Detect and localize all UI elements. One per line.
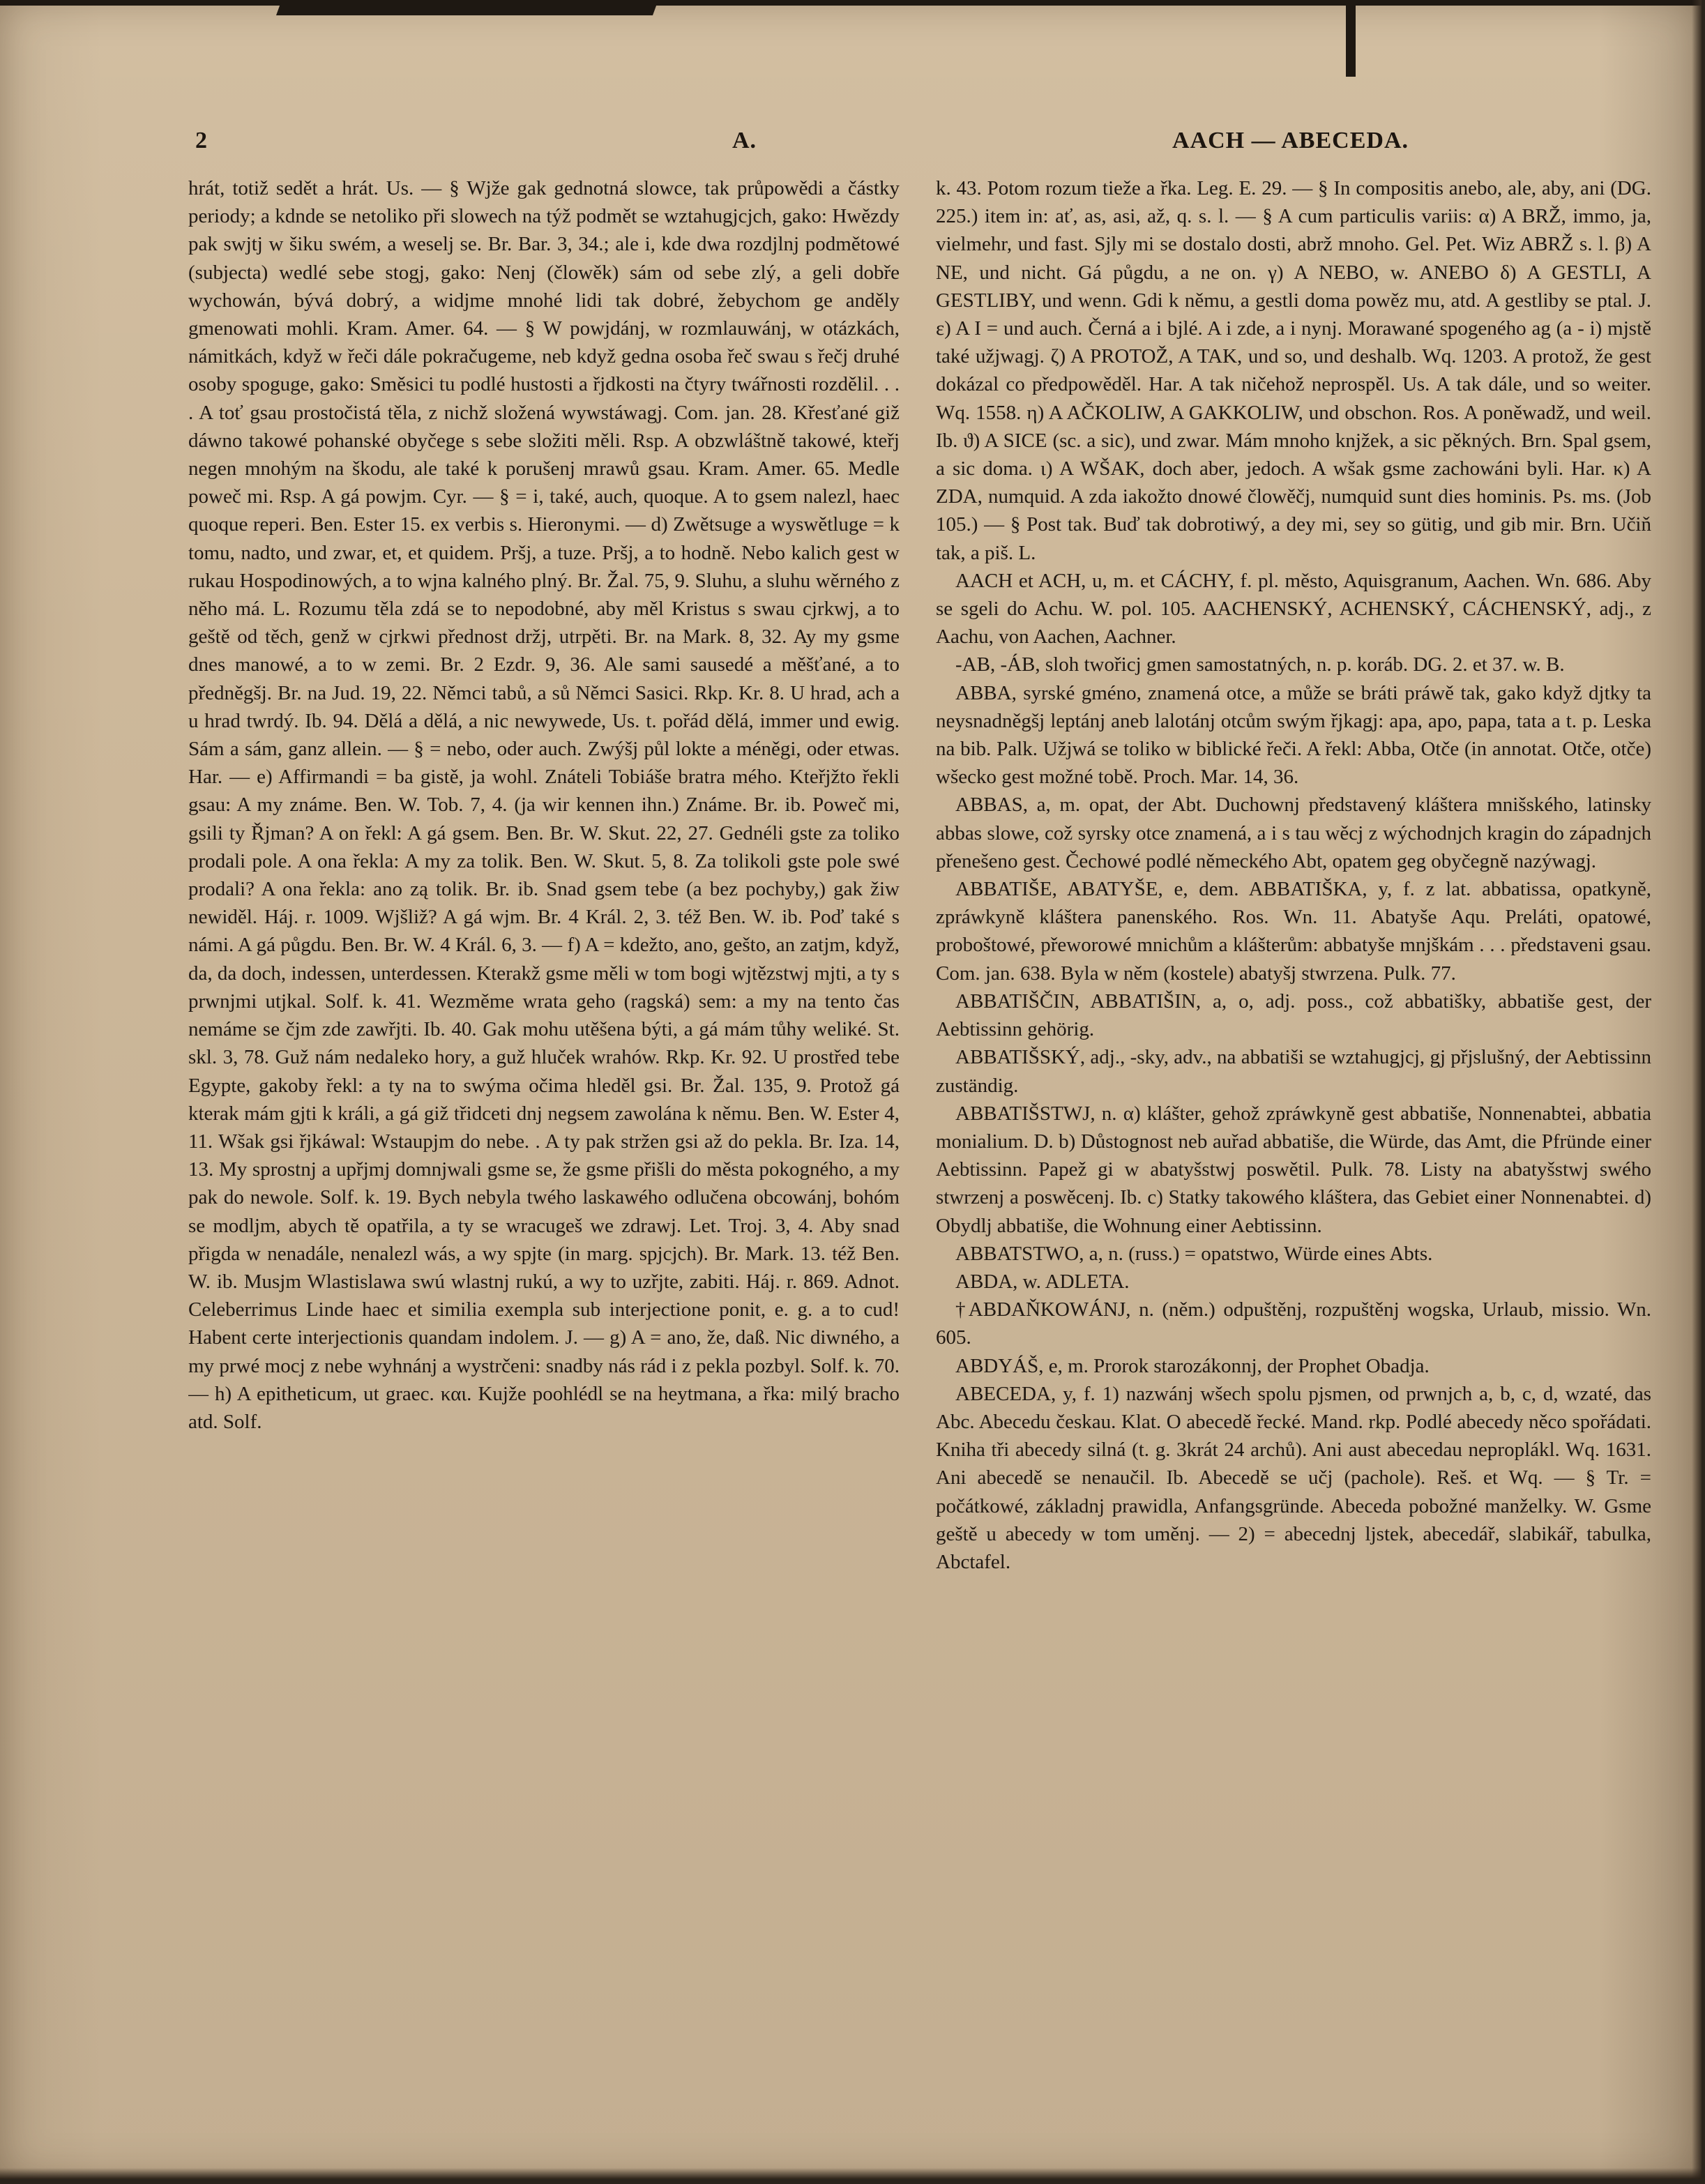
left-column-text: hrát, totiž sedět a hrát. Us. — § Wjže gak gednotná slowce, tak průpowědi a částky periody; a kdnde se netoliko při slowech na týž podmět se wztahugjcjch, gako: Hwězdy pak swjtj w šiku swém, a weselj se. Br. Bar. 3, 34.; ale i, kde dwa rozdjlnj podmětowé (subjecta) wedlé sebe stogj, gako: Nenj (člowěk) sám od sebe zlý, a geli dobře wychowán, bývá dobrý, a widjme mnohé lidi tak dobré, žebychom ge anděly gmenowati mohli. Kram. Amer. 64. — § W powjdánj, w rozmlauwánj, w otázkách, námitkách, když w řeči dále pokračugeme, neb když gedna osoba řeč swau s řečj druhé osoby spoguge, gako: Směsici tu podlé hustosti a řjdkosti na čtyry twářnosti rozdělil. . . . A toť gsau prostočistá těla, z nichž složená wywstáwagj. Com. jan. 28. Křesťané giž dáwno takowé pohanské obyčege s sebe složiti měli. Rsp. A obzwláštně takowé, kteřj negen mnohým na škodu, ale také k porušenj mrawů gsau. Kram. Amer. 65. Medle poweč mi. Rsp. A gá powjm. Cyr. — § = i, také, auch, quoque. A to gsem nalezl, haec quoque reperi. Ben. Ester 15. ex verbis s. Hieronymi. — d) Zwětsuge a wyswětluge = k tomu, nadto, und zwar, et, et quidem. Pršj, a tuze. Pršj, a to hodně. Nebo kalich gest w rukau Hospodinowých, a to wjna kalného plný. Br. Žal. 75, 9. Sluhu, a sluhu wěrného z něho má. L. Rozumu těla zdá se to nepodobné, aby měl Kristus s swau cjrkwj, a to geště od těch, genž w cjrkwi přednost držj, utrpěti. Br. na Mark. 8, 32. Ay my gsme dnes manowé, a to w zemi. Br. 2 Ezdr. 9, 36. Ale sami sausedé a měšťané, a to předněgšj. Br. na Jud. 19, 22. Němci tabů, a sů Němci Sasici. Rkp. Kr. 8. U hrad, ach a u hrad twrdý. Ib. 94. Dělá a dělá, a nic newywede, Us. t. pořád dělá, immer und ewig. Sám a sám, ganz allein. — § = nebo, oder auch. Zwýšj půl lokte a méněgi, oder etwas. Har. — e) Affirmandi = ba gistě, ja wohl. Znáteli Tobiáše bratra mého. Kteřjžto řekli gsau: A my známe. Ben. W. Tob. 7, 4. (ja wir kennen ihn.) Známe. Br. ib. Poweč mi, gsili ty Řjman? A on řekl: A gá gsem. Ben. Br. W. Skut. 22, 27. Gednéli gste za toliko prodali pole. A ona řekla: A my za tolik. Ben. W. Skut. 5, 8. Za tolikoli gste pole swé prodali? A ona řekla: ano zą tolik. Br. ib. Snad gsem tebe (a bez pochyby,) gak žiw newiděl. Háj. r. 1009. Wjšliž? A gá wjm. Br. 4 Král. 2, 3. též Ben. W. ib. Poď také s námi. A gá půgdu. Ben. Br. W. 4 Král. 6, 3. — f) A = kdežto, ano, gešto, an zatjm, když, da, da doch, indessen, unterdessen. Kterakž gsme měli w tom bogi wjtězstwj mjti, a ty s prwnjmi utjkal. Solf. k. 41. Wezměme wrata geho (ragská) sem: a my na tento čas nemáme se čjm zde zawřjti. Ib. 40. Gak mohu utěšena býti, a gá mám tůhy weliké. St. skl. 3, 78. Guž nám nedaleko hory, a guž hluček wrahów. Rkp. Kr. 92. U prostřed tebe Egypte, gakoby řekl: a ty na to swýma očima hleděl gsi. Br. Žal. 135, 9. Protož gá kterak mám gjti k králi, a gá giž třidceti dnj negsem zawolána k němu. Ben. W. Ester 4, 11. Wšak gsi řjkáwal: Wstaupjm do nebe. . A ty pak stržen gsi až do pekla. Br. Iza. 14, 13. My sprostnj a upřjmj domnjwali gsme se, že gsme přišli do města pokogného, a my pak do newole. Solf. k. 19. Bych nebyla twého laskawého odlučena obcowánj, bohóm se modljm, abych tě opatřila, a ty se wracugeš we zdrawj. Let. Troj. 3, 4. Aby snad přigda w nenadále, nenalezl wás, a wy spjte (in marg. spjcjch). Br. Mark. 13. též Ben. W. ib. Musjm Wlastislawa swú wlastnj rukú, a wy to uzřjte, zabiti. Háj. r. 869. Adnot. Celeberrimus Linde haec et similia exempla sub interjectione ponit, e. g. a to cud! Habent certe interjectionis quandam indolem. J. — g) A = ano, že, daß. Nic diwného, a my prwé mocj z nebe wyhnánj a wystrčeni: snadby nás rád i z pekla pozbyl. Solf. k. 70. — h) A epitheticum, ut graec. και. Kujže poohlédl se na heytmana, a řka: milý bracho atd. Solf. bbox=[188, 177, 900, 1433]
entry-a-continued: k. 43. Potom rozum tieže a řka. Leg. E. 29. — § In compositis anebo, ale, aby, ani (DG. 225.) item in: ať, as, asi, až, q. s. l. — § A cum particulis variis: α) A BRŽ, immo, ja, vielmehr, und fast. Sjly mi se dostalo dosti, abrž mnoho. Gel. Pet. Wiz ABRŽ s. l. β) A NE, und nicht. Gá půgdu, a ne on. γ) A NEBO, w. ANEBO δ) A GESTLI, A GESTLIBY, und wenn. Gdi k němu, a gestli doma powěz mu, atd. A gestliby se ptal. J. ε) A I = und auch. Černá a i bjlé. A i zde, a i nynj. Morawané spogeného ag (a - i) mjstě také užjwagj. ζ) A PROTOŽ, A TAK, und so, und deshalb. Wq. 1203. A protož, že gest dokázal co předpowěděl. Har. A tak ničehož neprospěl. Us. A tak dále, und so weiter. Wq. 1558. η) A AČKOLIW, A GAKKOLIW, und obschon. Ros. A poněwadž, und weil. Ib. ϑ) A SICE (sc. a sic), und zwar. Mám mnoho knjžek, a sic pěkných. Brn. Spal gsem, a sic doma. ι) A WŠAK, doch aber, jedoch. A wšak gsme zachowáni byli. Har. κ) A ZDA, numquid. A zda iakožto dnowé člowěčj, numquid sunt dies hominis. Ps. ms. (Job 105.) — § Post tak. Buď tak dobrotiwý, a dey mi, sey so gütig, und gib mir. Brn. Učiň tak, a piš. L. bbox=[936, 177, 1651, 564]
entry-abeceda: ABECEDA, y, f. 1) nazwánj wšech spolu pjsmen, od prwnjch a, b, c, d, wzaté, das Abc. Abecedu česk​au. Klat. O abecedě řecké. Mand. rkp. Podlé abecedy něco spořádati. Kniha tři abecedy silná (t. g. 3krát 24 archů). Ani aust abecedau neproplákl. Wq. 1631. Ani abecedě se nenaučil. Ib. Abecedě se učj (pachole). Reš. et Wq. — § Tr. = počátkowé, základnj prawidla, Anfangsgründe. Abeceda pobožné manželky. W. Gsme geště u abecedy w tom uměnj. — 2) = abecednj ljstek, abecedář, slabikář, tabulka, Abctafel. bbox=[936, 1382, 1651, 1573]
page-number: 2 bbox=[195, 128, 208, 153]
entry-abdankowanj: †ABDAŇKOWÁNJ, n. (něm.) odpuštěnj, rozpuštěnj wogska, Urlaub, missio. Wn. 605. bbox=[936, 1298, 1651, 1349]
entry-abbatissky: ABBATIŠSKÝ, adj., -sky, adv., na abbatiši se wztahugjcj, gj přjslušný, der Aebtissinn zuständig. bbox=[936, 1046, 1651, 1097]
running-head bbox=[195, 128, 1409, 161]
top-edge-shadow bbox=[0, 0, 1702, 6]
entry-abbatise: ABBATIŠE, ABATYŠE, e, dem. ABBATIŠKA, y, f. z lat. abbatissa, opatkyně, zpráwkyně kláštera panenského. Ros. Wn. 11. Abatyše Aqu. Preláti, opatowé, proboštowé, přeworowé mnichům a klášterům: abbatyše mnjškám . . . představeni gsau. Com. jan. 638. Byla w něm (kostele) abatyšj stwrzena. Pulk. 77. bbox=[936, 878, 1651, 985]
bottom-edge-shadow bbox=[0, 2168, 1702, 2179]
section-letter: A. bbox=[732, 128, 757, 153]
entry-abbatstwo: ABBATSTWO, a, n. (russ.) = opatstwo, Würde eines Abts. bbox=[955, 1242, 1433, 1265]
entry-ab-suffix: -AB, -ÁB, sloh twořicj gmen samostatných, n. p. koráb. DG. 2. et 37. w. B. bbox=[955, 653, 1565, 676]
right-edge-shadow bbox=[1692, 0, 1702, 2179]
entry-aach: AACH et ACH, u, m. et CÁCHY, f. pl. město, Aquisgranum, Aachen. Wn. 686. Aby se sgeli do Achu. W. pol. 105. AACHENSKÝ, ACHENSKÝ, CÁCHENSKÝ, adj., z Aachu, von Aachen, Aachner. bbox=[936, 569, 1651, 649]
entry-abdyas: ABDYÁŠ, e, m. Prorok starozákonnj, der Prophet Obadja. bbox=[955, 1354, 1430, 1377]
entry-abda: ABDA, w. ADLETA. bbox=[955, 1270, 1130, 1293]
binding-mark bbox=[1346, 0, 1356, 77]
left-column bbox=[188, 174, 900, 2099]
torn-edge-mark bbox=[276, 0, 658, 15]
entry-abbatisstwj: ABBATIŠSTWJ, n. α) klášter, gehož zpráwkyně gest abbatiše, Nonnenabtei, abbatia monialium. D. b) Důstognost neb auřad abbatiše, die Würde, das Amt, die Pfründe einer Aebtissinn. Papež gi w abatyšstwj poswětil. Pulk. 78. Listy na abatyšstwj swého stwrzenj a poswěcenj. Ib. c) Statky takowého kláštera, das Gebiet einer Nonnenabtei. d) Obydlj abbatiše, die Wohnung einer Aebtissinn. bbox=[936, 1102, 1651, 1237]
right-column bbox=[936, 174, 1651, 2099]
entry-abbas: ABBAS, a, m. opat, der Abt. Duchownj představený kláštera mnišského, latinsky abbas slowe, což syrsky otce znamená, a i s tau wěcj z wýchodnjch kragin do západnjch přenešeno gest. Čechowé podlé německého Abt, opatem geg obyčegně nazýwagj. bbox=[936, 794, 1651, 872]
entry-range: AACH — ABECEDA. bbox=[1172, 128, 1409, 153]
entry-abbatiscin: ABBATIŠČIN, ABBATIŠIN, a, o, adj. poss., což abbatišky, abbatiše gest, der Aebtissinn gehörig. bbox=[936, 989, 1651, 1041]
entry-abba: ABBA, syrské gméno, znamená otce, a může se bráti práwě tak, gako když djtky ta neysnadněgšj leptánj aneb lalotánj otcům swým řjkagj: apa, apo, papa, tata a t. p. Leska na bib. Palk. Užjwá se toliko w biblické řeči. A řekl: Abba, Otče (in annotat. Otče, otče) wšecko gest možné tobě. Proch. Mar. 14, 36. bbox=[936, 681, 1651, 789]
